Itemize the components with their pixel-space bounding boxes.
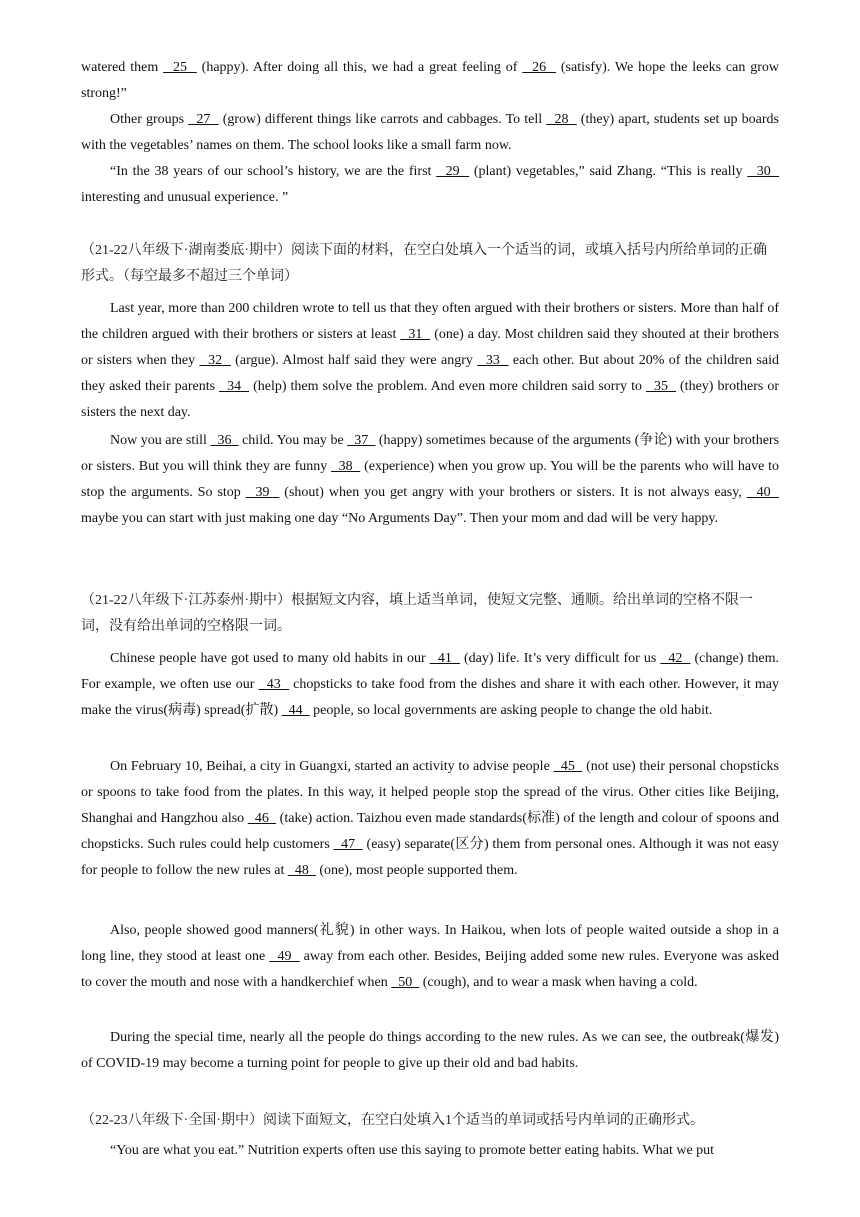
answer-blank: 39 (245, 485, 280, 500)
answer-blank: 38 (331, 459, 361, 474)
answer-blank: 31 (400, 327, 431, 342)
answer-blank: 43 (258, 677, 290, 692)
answer-blank: 42 (660, 651, 691, 666)
answer-blank: 45 (553, 759, 583, 774)
answer-blank: 44 (281, 703, 310, 718)
answer-blank: 49 (269, 949, 300, 964)
passage-paragraph: On February 10, Beihai, a city in Guangxi, started an activity to advise people 45 (not use) their personal chopsticks or spoons to take food from the plates. In this way, it helped people stop the spread of the virus. Other cities like Beijing, Shanghai and Hangzhou also 46 (take) action. Taizhou even made standards(标准) of the length and colour of spoons and chopsticks. Such rules could help customers 47 (easy) separate(区分) them from personal ones. Although it was not easy for people to follow the new rules at 48 (one), most people supported them. (81, 759, 779, 878)
passage-paragraph: Now you are still 36 child. You may be 37 (happy) sometimes because of the arguments (争论) with your brothers or sisters. But you will think they are funny 38 (experience) when you grow up. You will be the parents who will have to stop the arguments. So stop 39 (shout) when you get angry with your brothers or sisters. It is not always easy, 40 maybe you can start with just making one day “No Arguments Day”. Then your mom and dad will be very happy. (81, 433, 780, 526)
answer-blank: 28 (546, 112, 577, 127)
answer-blank: 36 (210, 433, 239, 448)
answer-blank: 47 (333, 837, 363, 852)
passage-paragraph: Also, people showed good manners(礼貌) in other ways. In Haikou, when lots of people waited outside a shop in a long line, they stood at least one 49 away from each other. Besides, Beijing added some new rules. Everyone was asked to cover the mouth and nose with a handkerchief when 50 (cough), and to wear a mask when having a cold. (81, 923, 780, 990)
passage-paragraph: Chinese people have got used to many old habits in our 41 (day) life. It’s very difficult for us 42 (change) them. For example, we often use our 43 chopsticks to take food from the dishes and share it with each other. However, it may make the virus(病毒) spread(扩散) 44 people, so local governments are asking people to change the old habit. (81, 651, 780, 718)
passage-paragraph: watered them 25 (happy). After doing all this, we had a great feeling of 26 (satisfy). We hope the leeks can grow strong!” (81, 60, 780, 101)
answer-blank: 37 (347, 433, 376, 448)
answer-blank: 29 (436, 164, 470, 179)
question-heading: （22-23八年级下·全国·期中）阅读下面短文，在空白处填入1个适当的单词或括号内单词的正确形式。 (81, 1113, 704, 1128)
answer-blank: 35 (646, 379, 677, 394)
answer-blank: 40 (746, 485, 780, 500)
passage-paragraph: Last year, more than 200 children wrote to tell us that they often argued with their brothers or sisters. More than half of the children argued with their brothers or sisters at least 31 (one) a day. Most children said they shouted at their brothers or sisters when they 32 (argue). Almost half said they were angry 33 each other. But about 20% of the children said they asked their parents 34 (help) them solve the problem. And even more children said sorry to 35 (they) brothers or sisters the next day. (81, 301, 780, 420)
answer-blank: 27 (188, 112, 219, 127)
answer-blank: 50 (391, 975, 420, 990)
answer-blank: 34 (219, 379, 250, 394)
answer-blank: 48 (287, 863, 316, 878)
question-heading: （21-22八年级下·江苏泰州·期中）根据短文内容，填上适当单词，使短文完整、通顺。给出单词的空格不限一词，没有给出单词的空格限一词。 (81, 593, 753, 634)
passage-paragraph: “In the 38 years of our school’s history, we are the first 29 (plant) vegetables,” said Zhang. “This is really 30 interesting and unusual experience. ” (81, 164, 780, 205)
answer-blank: 25 (163, 60, 197, 75)
passage-paragraph: “You are what you eat.” Nutrition experts often use this saying to promote better eating habits. What we put (110, 1143, 715, 1158)
answer-blank: 26 (522, 60, 556, 75)
answer-blank: 33 (477, 353, 509, 368)
answer-blank: 30 (747, 164, 780, 179)
answer-blank: 46 (247, 811, 277, 826)
question-heading: （21-22八年级下·湖南娄底·期中）阅读下面的材料，在空白处填入一个适当的词，或填入括号内所给单词的正确形式。（每空最多不超过三个单词） (81, 243, 767, 284)
answer-blank: 32 (199, 353, 231, 368)
passage-paragraph: During the special time, nearly all the people do things according to the new rules. As we can see, the outbreak(爆发) of COVID-19 may become a turning point for people to give up their old and bad habits. (81, 1030, 779, 1071)
passage-paragraph: Other groups 27 (grow) different things like carrots and cabbages. To tell 28 (they) apart, students set up boards with the vegetables’ names on them. The school looks like a small farm now. (81, 112, 779, 153)
answer-blank: 41 (429, 651, 460, 666)
